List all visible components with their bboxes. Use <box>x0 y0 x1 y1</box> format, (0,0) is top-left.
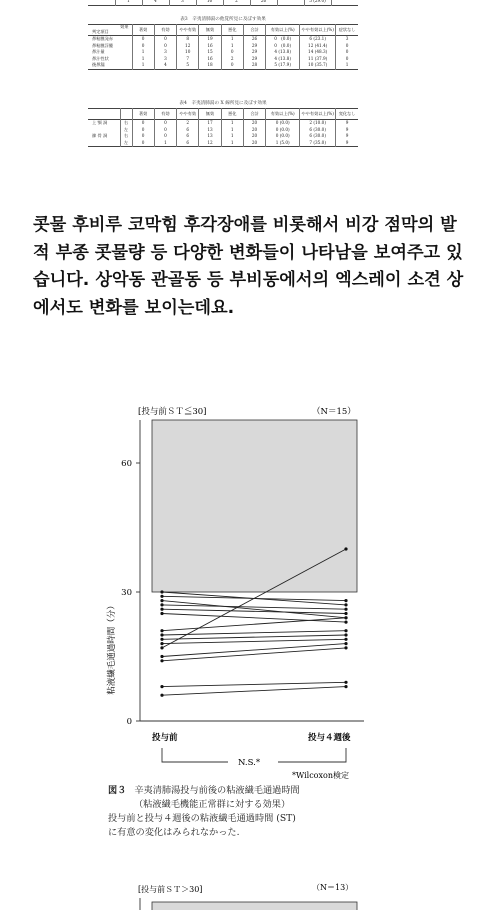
point-after <box>344 633 347 636</box>
point-before <box>160 612 163 615</box>
table-cell: 0 (0.0) <box>266 36 300 43</box>
table-cell: 3 <box>154 56 176 63</box>
table-cell: 1 (5.0) <box>266 140 300 147</box>
column-header: やや有効以上(%) <box>300 25 336 36</box>
point-after <box>344 599 347 602</box>
table-cell: 20 <box>243 140 265 147</box>
caption-line-1: 辛夷清肺湯投与前後の粘液繊毛通過時間 <box>134 785 300 796</box>
table-cell: 3 <box>154 49 176 56</box>
row-label <box>88 140 120 147</box>
table-cell: 12 <box>199 140 221 147</box>
table-cell: 2 <box>177 120 199 127</box>
table-cell <box>331 0 358 5</box>
table-cell: 0 <box>221 49 243 56</box>
table-cell: 11 (37.9) <box>300 56 336 63</box>
table4-corner-side <box>120 109 132 120</box>
row-label: 鼻汁性状 <box>92 55 109 61</box>
side-label: 左 <box>120 127 132 134</box>
point-after <box>344 621 347 624</box>
series-line <box>162 682 346 686</box>
table3-header-row <box>88 25 358 36</box>
table-cell: 9 <box>336 140 358 147</box>
table-row <box>88 56 358 63</box>
point-after <box>344 681 347 684</box>
table-cell: 4 (13.8) <box>266 49 300 56</box>
table-cell: 1 <box>221 133 243 140</box>
caption-line-3: 投与前と投与４週後の粘液繊毛通過時間 (ST) <box>108 813 296 824</box>
table-cell: 5 <box>177 62 199 69</box>
column-header: 著効 <box>132 25 154 36</box>
table-cell: 6 <box>177 133 199 140</box>
table3-block <box>88 14 358 70</box>
point-after <box>344 616 347 619</box>
table-cell: 16 <box>199 43 221 50</box>
table-cell: 20 <box>243 127 265 134</box>
table-cell: 0 <box>154 133 176 140</box>
y-tick-label: 60 <box>121 459 132 469</box>
series-line <box>162 609 346 613</box>
column-header: 変化なし <box>336 109 358 120</box>
point-after <box>344 646 347 649</box>
table-cell: 26 <box>243 36 265 43</box>
table-cell: 14 (48.3) <box>300 49 336 56</box>
table-cell: 3 <box>336 36 358 43</box>
table-cell: 4 <box>142 0 169 5</box>
caption-label: 図３ <box>108 785 127 796</box>
point-after <box>344 629 347 632</box>
table-cell: 19 <box>199 36 221 43</box>
table-cell: 0 <box>221 62 243 69</box>
y-axis-label: 粘液繊毛通過時間（分） <box>107 601 117 695</box>
n-label-2: （N＝13） <box>312 883 354 892</box>
figure3-chart <box>100 398 380 788</box>
table-cell: 29 <box>243 43 265 50</box>
table-cell: 10 (35.7) <box>300 62 336 69</box>
table-cell: 17 <box>199 120 221 127</box>
table4-caption: 表4 辛夷清肺湯の X 線所見に及ぼす効果 <box>179 101 267 106</box>
row-label: 上 顎 洞 <box>92 120 108 126</box>
column-header: 無効 <box>199 25 221 36</box>
table-cell: 1 <box>132 49 154 56</box>
table-cell: 1 <box>221 120 243 127</box>
table-cell: 0 (0.0) <box>266 43 300 50</box>
column-header: 著効 <box>132 109 154 120</box>
table-cell: 12 <box>177 43 199 50</box>
row-label: 後鼻漏 <box>92 62 105 68</box>
x-tick-after: 投与４週後 <box>308 733 351 743</box>
table-cell: 1 <box>221 140 243 147</box>
table-cell: 1 <box>132 62 154 69</box>
table-cell: 0 (0.0) <box>266 127 300 134</box>
point-before <box>160 603 163 606</box>
series-line <box>162 639 346 643</box>
point-before <box>160 633 163 636</box>
column-header: 有効以上(%) <box>266 25 300 36</box>
table-cell: 0 <box>132 36 154 43</box>
point-before <box>160 595 163 598</box>
table-cell: 0 <box>154 127 176 134</box>
table-cell: 16 <box>196 0 223 5</box>
column-header: 悪化 <box>221 25 243 36</box>
table-cell: 0 <box>154 120 176 127</box>
table-row <box>88 120 358 127</box>
row-label: 鼻汁量 <box>92 49 105 55</box>
point-before <box>160 638 163 641</box>
table4-block <box>88 98 358 147</box>
table-cell: 0 (0.0) <box>266 120 300 127</box>
table-cell: 3 <box>169 0 196 5</box>
point-before <box>160 646 163 649</box>
point-after <box>344 642 347 645</box>
table-cell: 0 <box>132 133 154 140</box>
table-cell <box>277 0 304 5</box>
table-cell: 0 <box>132 140 154 147</box>
series-line <box>162 605 346 609</box>
table-cell: 10 <box>177 49 199 56</box>
side-label: 左 <box>120 140 132 147</box>
table-row <box>88 133 358 140</box>
shaded-region <box>152 420 357 592</box>
table-cell: 20 <box>243 133 265 140</box>
point-after <box>344 685 347 688</box>
table4-corner <box>88 109 120 120</box>
column-header: 有効 <box>154 25 176 36</box>
caption-line-2: （粘液繊毛機能正常群に対する効果） <box>134 799 291 810</box>
point-after <box>344 547 347 550</box>
table-cell: 26 <box>250 0 277 5</box>
column-header: 合計 <box>243 109 265 120</box>
series-line <box>162 687 346 696</box>
x-tick-before: 投与前 <box>152 733 178 743</box>
figure3 <box>100 398 380 818</box>
condition-label-2: [投与前ＳＴ＞30] <box>138 885 203 894</box>
series-line <box>162 618 346 631</box>
table-cell: 7 (35.0) <box>300 140 336 147</box>
cropped-table-fragment <box>88 0 358 6</box>
column-header: 症状なし <box>336 25 358 36</box>
table-cell: 7 <box>177 56 199 63</box>
ns-label: N.S.* <box>238 758 261 768</box>
table-cell: 15 <box>199 49 221 56</box>
table-cell: 0 <box>336 56 358 63</box>
table-cell: 1 <box>221 127 243 134</box>
caption-line-4: に有意の変化はみられなかった. <box>108 827 240 838</box>
table-cell: 9 <box>336 127 358 134</box>
table3-caption: 表3 辛夷清肺湯の他覚所見に及ぼす効果 <box>180 17 266 22</box>
table-cell: 1 <box>221 43 243 50</box>
table-cell: 1 <box>336 62 358 69</box>
series-line <box>162 635 346 639</box>
table-cell: 2 (10.0) <box>300 120 336 127</box>
point-before <box>160 694 163 697</box>
y-tick-label: 0 <box>126 717 132 727</box>
table-row <box>88 140 358 147</box>
table-cell: 29 <box>243 56 265 63</box>
column-header: 合計 <box>243 25 265 36</box>
point-after <box>344 612 347 615</box>
table-cell: 12 (41.4) <box>300 43 336 50</box>
column-header: 有効以上(%) <box>266 109 300 120</box>
column-header: 悪化 <box>221 109 243 120</box>
table-cell: 13 <box>199 127 221 134</box>
table-cell: 6 (30.0) <box>300 127 336 134</box>
point-after <box>344 603 347 606</box>
table-cell: 0 <box>154 36 176 43</box>
point-before <box>160 599 163 602</box>
point-after <box>344 638 347 641</box>
point-before <box>160 655 163 658</box>
point-before <box>160 590 163 593</box>
figure4-partial <box>100 876 380 910</box>
y-tick-label: 30 <box>121 588 132 598</box>
n-label: （N＝15） <box>312 407 356 417</box>
condition-label: [投与前ＳＴ≦30] <box>138 407 207 417</box>
point-before <box>160 629 163 632</box>
table-cell: 0 <box>132 120 154 127</box>
table-row <box>88 49 358 56</box>
table-cell: 1 <box>221 36 243 43</box>
table-cell: 9 <box>336 133 358 140</box>
column-header: 無効 <box>199 109 221 120</box>
point-before <box>160 659 163 662</box>
table-cell: 8 <box>177 36 199 43</box>
table3-corner: 効果 判定項目 <box>92 24 129 34</box>
table-cell: 2 <box>223 0 250 5</box>
table-cell: 0 (0.0) <box>266 133 300 140</box>
table-cell: 1 <box>115 0 142 5</box>
table-cell: 5 (17.9) <box>266 62 300 69</box>
column-header: やや有効 <box>177 109 199 120</box>
row-label: 鼻粘膜浮腫 <box>92 42 113 48</box>
table-cell: 28 <box>243 62 265 69</box>
table-cell <box>88 0 115 5</box>
y-ticks <box>121 459 140 727</box>
table-cell: 13 <box>199 133 221 140</box>
column-header: やや有効 <box>177 25 199 36</box>
table-row <box>88 36 358 43</box>
table-cell: 5 (29.0) <box>304 0 331 5</box>
table-cell: 29 <box>243 49 265 56</box>
table-cell: 6 <box>177 140 199 147</box>
table-cell: 4 (13.8) <box>266 56 300 63</box>
shaded-region-2 <box>152 902 357 910</box>
table-cell: 18 <box>199 62 221 69</box>
table4-header-row <box>88 109 358 120</box>
table-cell: 0 <box>336 43 358 50</box>
table-cell: 0 <box>132 43 154 50</box>
korean-paragraph: 콧물 후비루 코막힘 후각장애를 비롯해서 비강 점막의 발적 부종 콧물량 등 다양한 변화들이 나타남을 보여주고 있습니다. 상악동 관골동 등 부비동에서의 엑스레이 소견 상에서도 변화를 보이는데요. <box>33 215 464 318</box>
column-header: 有効 <box>154 109 176 120</box>
table-row <box>88 127 358 134</box>
table-cell: 2 <box>221 56 243 63</box>
row-label <box>88 127 120 134</box>
row-label: 篩 骨 洞 <box>92 133 108 139</box>
table-row <box>88 43 358 50</box>
table-cell: 1 <box>132 56 154 63</box>
test-note: *Wilcoxon検定 <box>292 771 349 780</box>
figure3-caption <box>108 784 368 840</box>
table-cell: 20 <box>243 120 265 127</box>
table-cell: 0 <box>132 127 154 134</box>
point-before <box>160 685 163 688</box>
table-cell: 0 <box>336 49 358 56</box>
table-cell: 0 <box>154 43 176 50</box>
column-header: やや有効以上(%) <box>300 109 336 120</box>
table-cell: 6 <box>177 127 199 134</box>
table-cell: 6 (23.1) <box>300 36 336 43</box>
side-label: 右 <box>120 133 132 140</box>
table-cell: 1 <box>154 140 176 147</box>
table-cell: 9 <box>336 120 358 127</box>
table-row <box>88 0 358 5</box>
table-cell: 16 <box>199 56 221 63</box>
point-after <box>344 608 347 611</box>
table-cell: 4 <box>154 62 176 69</box>
side-label: 右 <box>120 120 132 127</box>
table4 <box>88 108 358 147</box>
row-label: 鼻粘膜発赤 <box>92 36 113 42</box>
figure4-partial-chart <box>100 876 380 910</box>
point-before <box>160 608 163 611</box>
table-cell: 6 (30.0) <box>300 133 336 140</box>
table3 <box>88 24 358 70</box>
table-row <box>88 62 358 69</box>
point-before <box>160 642 163 645</box>
